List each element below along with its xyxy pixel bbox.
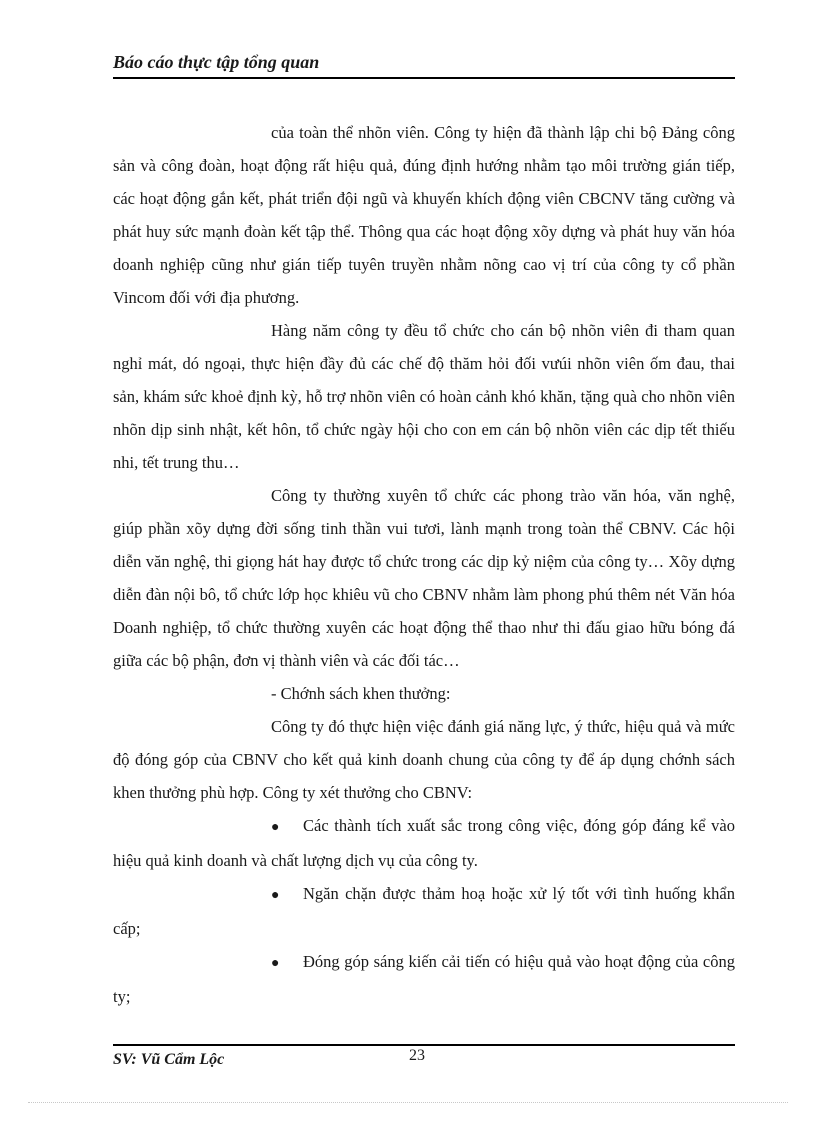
page-number: 23 bbox=[409, 1047, 425, 1064]
page-edge-divider bbox=[28, 1102, 788, 1103]
bullet-text: Các thành tích xuất sắc trong công việc, đóng góp đáng kể vào hiệu quả kinh doanh và chất lượng dịch vụ của công ty. bbox=[113, 816, 735, 870]
document-body bbox=[113, 116, 735, 1013]
header-rule bbox=[113, 77, 735, 79]
author-name: SV: Vũ Cẩm Lộc bbox=[113, 1051, 225, 1068]
bullet-icon: ● bbox=[271, 956, 280, 971]
page-footer bbox=[113, 1044, 735, 1068]
bullet-icon: ● bbox=[271, 888, 280, 903]
bullet-item bbox=[113, 877, 735, 945]
bullet-item bbox=[113, 809, 735, 877]
bullet-item bbox=[113, 945, 735, 1013]
bullet-text: Đóng góp sáng kiến cải tiến có hiệu quả vào hoạt động của công ty; bbox=[113, 952, 735, 1006]
paragraph: Hàng năm công ty đều tổ chức cho cán bộ nhõn viên đi tham quan nghỉ mát, dó ngoại, thực hiện đầy đủ các chế độ thăm hỏi đối vưúi nhõn viên ốm đau, thai sản, khám sức khoẻ định kỳ, hỗ trợ nhõn viên có hoàn cảnh khó khăn, tặng quà cho nhõn viên nhõn dịp sinh nhật, kết hôn, tổ chức ngày hội cho con em cán bộ nhõn viên các dịp tết thiếu nhi, tết trung thu… bbox=[113, 321, 735, 472]
policy-heading: - Chớnh sách khen thưởng: bbox=[271, 684, 451, 703]
footer-rule bbox=[113, 1044, 735, 1046]
paragraph: Công ty đó thực hiện việc đánh giá năng lực, ý thức, hiệu quả và mức độ đóng góp của CBNV cho kết quả kinh doanh chung của công ty để áp dụng chớnh sách khen thưởng phù hợp. Công ty xét thưởng cho CBNV: bbox=[113, 717, 735, 802]
bullet-text: Ngăn chặn được thảm hoạ hoặc xử lý tốt với tình huống khẩn cấp; bbox=[113, 884, 735, 938]
paragraph: của toàn thể nhõn viên. Công ty hiện đã thành lập chi bộ Đảng công sản và công đoàn, hoạt động rất hiệu quả, đúng định hướng nhằm tạo môi trường gián tiếp, các hoạt động gắn kết, phát triển đội ngũ và khuyến khích động viên CBCNV tăng cường và phát huy sức mạnh đoàn kết tập thể. Thông qua các hoạt động xõy dựng và phát huy văn hóa doanh nghiệp cũng như gián tiếp tuyên truyền nhằm nõng cao vị trí của công ty cổ phần Vincom đối với địa phương. bbox=[113, 123, 735, 307]
bullet-icon: ● bbox=[271, 820, 280, 835]
page-header bbox=[113, 50, 735, 79]
paragraph: Công ty thường xuyên tổ chức các phong trào văn hóa, văn nghệ, giúp phần xõy dựng đời sống tinh thần vui tươi, lành mạnh trong toàn thể CBNV. Các hội diễn văn nghệ, thi giọng hát hay được tổ chức trong các dịp kỷ niệm của công ty… Xõy dựng diễn đàn nội bô, tổ chức lớp học khiêu vũ cho CBNV nhằm làm phong phú thêm nét Văn hóa Doanh nghiệp, tổ chức thường xuyên các hoạt động thể thao như thi đấu giao hữu bóng đá giữa các bộ phận, đơn vị thành viên và các đối tác… bbox=[113, 486, 735, 670]
header-title: Báo cáo thực tập tổng quan bbox=[113, 52, 320, 72]
